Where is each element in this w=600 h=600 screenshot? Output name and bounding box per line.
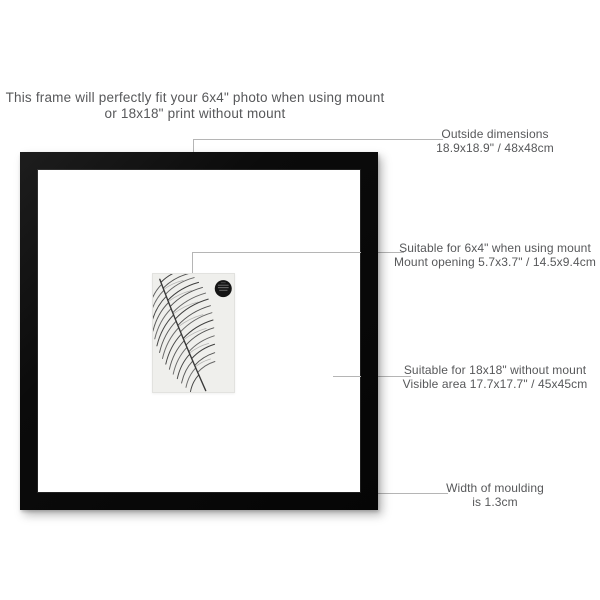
callout-text-line: Suitable for 18x18" without mount xyxy=(403,363,587,377)
leader-line-mount-opening-vertical xyxy=(192,252,193,273)
leader-line-visible-area-inner xyxy=(333,376,361,377)
callout-text-line: 18.9x18.9" / 48x48cm xyxy=(436,141,554,155)
page-title xyxy=(0,90,390,121)
mounted-photo xyxy=(152,273,235,393)
callout-mount-opening xyxy=(390,241,600,269)
callout-text-line: Visible area 17.7x17.7" / 45x45cm xyxy=(402,377,588,391)
leader-line-outside-dimensions-vertical xyxy=(193,139,194,153)
title-line-2: or 18x18" print without mount xyxy=(104,105,286,121)
callout-text-line: is 1.3cm xyxy=(472,495,518,509)
callout-visible-area xyxy=(390,363,600,391)
callout-text-line: Width of moulding xyxy=(446,481,544,495)
brand-logo-icon xyxy=(215,280,232,297)
callout-outside-dimensions xyxy=(390,127,600,155)
callout-moulding-width xyxy=(390,481,600,509)
callout-text-line: Mount opening 5.7x3.7" / 14.5x9.4cm xyxy=(394,255,596,269)
callout-text-line: Outside dimensions xyxy=(441,127,549,141)
title-line-1: This frame will perfectly fit your 6x4" photo when using mount xyxy=(5,90,385,105)
callout-text-line: Suitable for 6x4" when using mount xyxy=(399,241,591,255)
leader-line-mount-opening-inner xyxy=(192,252,361,253)
palm-leaf-print-icon xyxy=(153,274,234,392)
